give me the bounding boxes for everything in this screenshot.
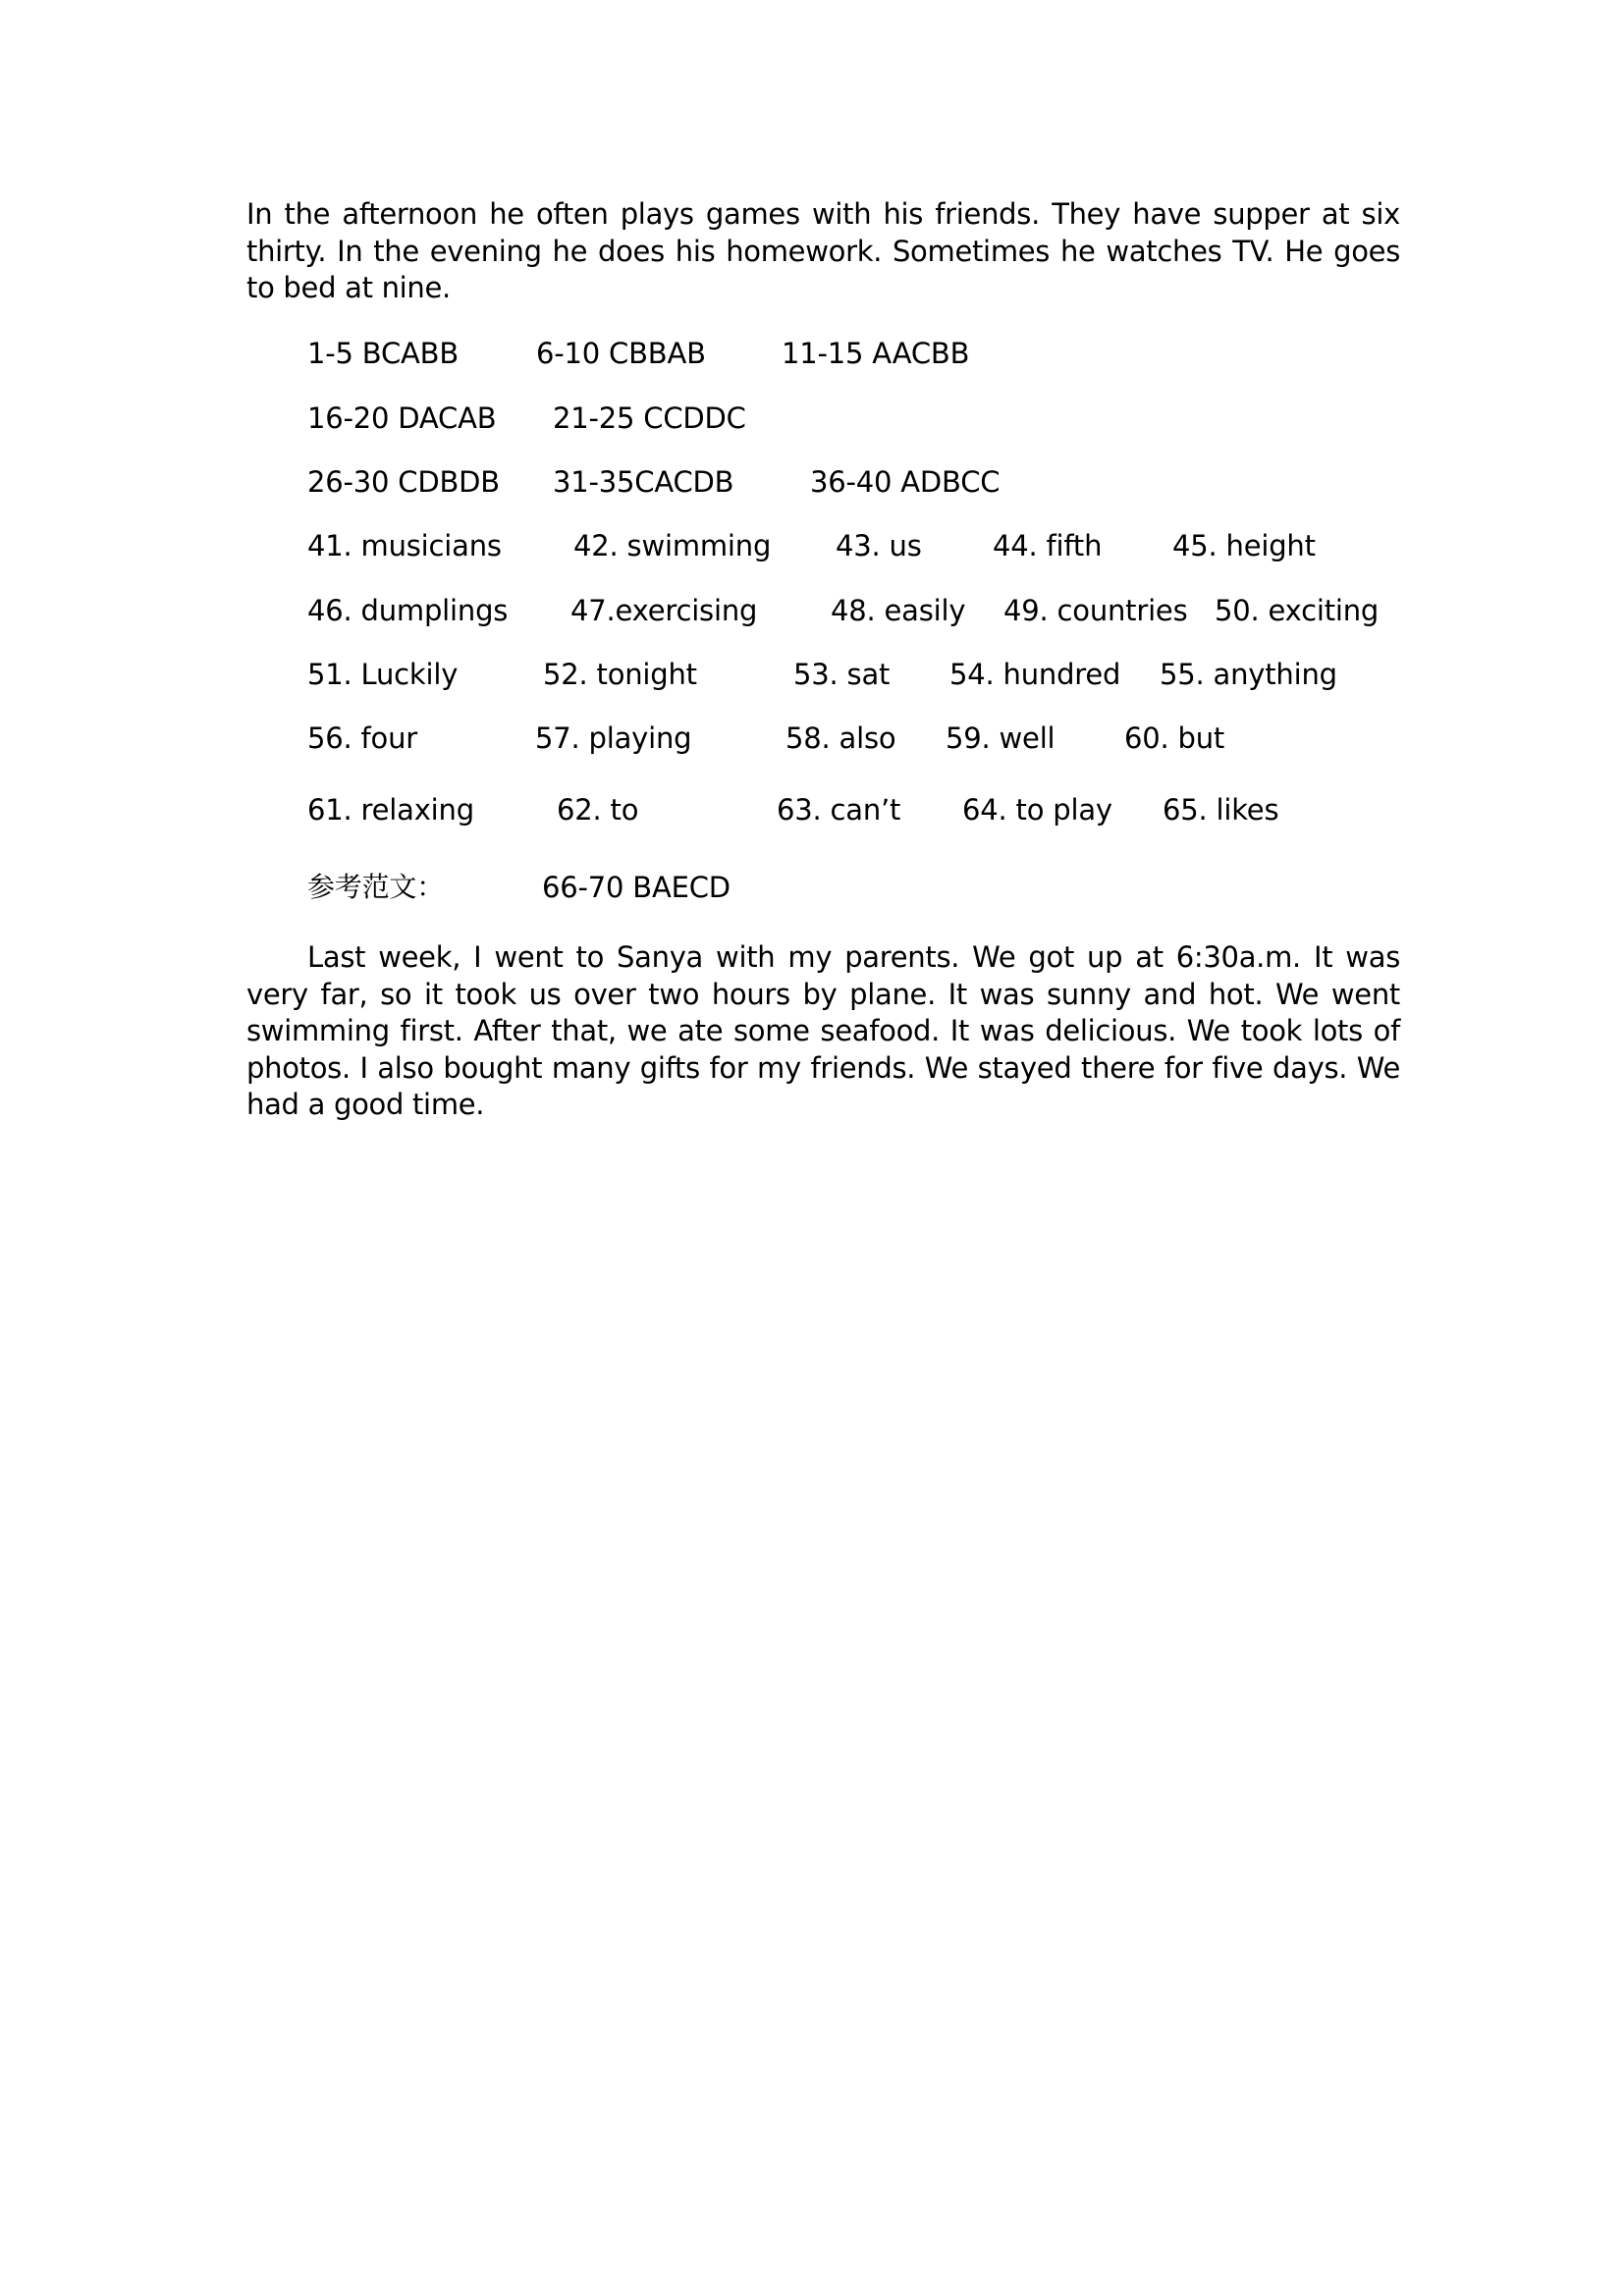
answer-56: 56. four [307,721,417,755]
answer-48: 48. easily [831,594,966,627]
answer-64: 64. to play [962,793,1112,827]
answer-53: 53. sat [793,658,891,691]
answer-11-15: 11-15 AACBB [782,337,970,370]
answer-58: 58. also [785,721,896,755]
answer-66-70: 66-70 BAECD [542,871,731,904]
answer-55: 55. anything [1160,658,1337,691]
answer-42: 42. swimming [573,529,772,562]
answer-row-61-65 [0,790,1624,829]
answer-57: 57. playing [535,721,692,755]
answer-46: 46. dumplings [307,594,509,627]
answer-65: 65. likes [1163,793,1279,827]
answer-16-20: 16-20 DACAB [307,401,497,435]
answer-36-40: 36-40 ADBCC [810,465,1001,499]
answer-row-51-55 [0,655,1624,694]
answer-44: 44. fifth [993,529,1103,562]
answer-row-16-25 [0,399,1624,438]
answer-52: 52. tonight [543,658,697,691]
reference-row [0,868,1624,907]
answer-47: 47.exercising [570,594,758,627]
answer-31-35: 31-35CACDB [553,465,734,499]
answer-49: 49. countries [1003,594,1188,627]
answer-1-5: 1-5 BCABB [307,337,460,370]
answer-6-10: 6-10 CBBAB [536,337,706,370]
essay-paragraph: Last week, I went to Sanya with my parents. We got up at 6:30a.m. It was very far, so it took us over two hours by plane. It was sunny and hot. We went swimming first. After that, we ate some seafood. It was delicious. We took lots of photos. I also bought many gifts for my friends. We stayed there for five days. We had a good time. [246,940,1400,1121]
answer-row-46-50 [0,591,1624,630]
answer-60: 60. but [1124,721,1225,755]
answer-26-30: 26-30 CDBDB [307,465,500,499]
answer-row-56-60 [0,719,1624,758]
reference-essay-label: 参考范文： [307,871,445,903]
answer-61: 61. relaxing [307,793,474,827]
answer-43: 43. us [836,529,922,562]
answer-21-25: 21-25 CCDDC [553,401,746,435]
answer-41: 41. musicians [307,529,502,562]
answer-row-41-45 [0,526,1624,565]
answer-45: 45. height [1172,529,1316,562]
answer-51: 51. Luckily [307,658,459,691]
answer-row-26-40 [0,462,1624,502]
answer-50: 50. exciting [1215,594,1380,627]
answer-row-1-15 [0,334,1624,373]
answer-63: 63. can’t [777,793,901,827]
answer-59: 59. well [946,721,1056,755]
answer-62: 62. to [557,793,639,827]
answer-54: 54. hundred [949,658,1121,691]
intro-paragraph: In the afternoon he often plays games with his friends. They have supper at six thirty. In the evening he does his homework. Sometimes he watches TV. He goes to bed at nine. [246,197,1400,304]
